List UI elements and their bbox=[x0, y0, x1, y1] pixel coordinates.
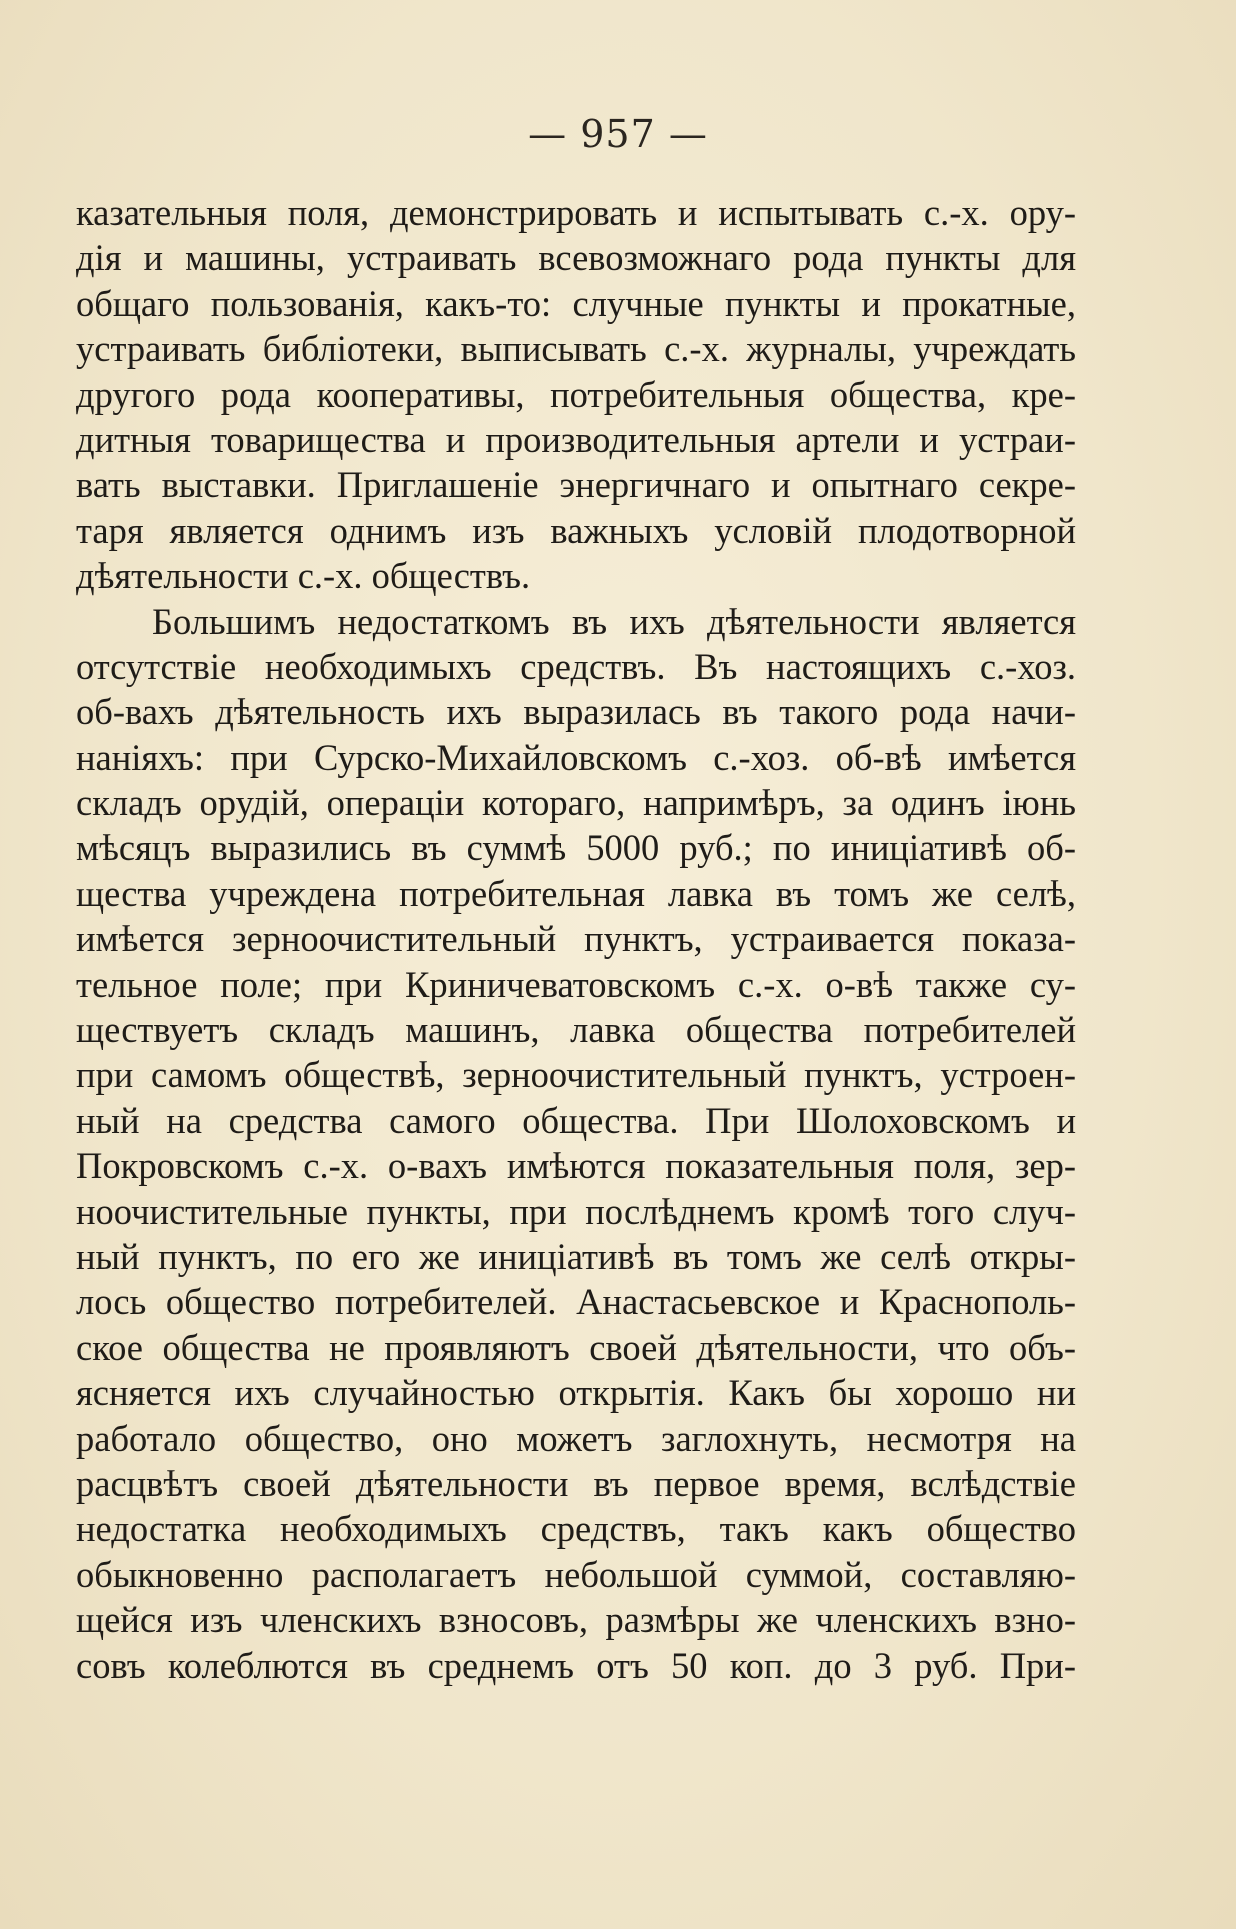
text-line: ноочистительные пункты, при послѣднемъ кромѣ того случ- bbox=[76, 1190, 1076, 1232]
text-line: лось общество потребителей. Анастасьевское и Краснополь- bbox=[76, 1281, 1076, 1323]
body-text bbox=[76, 190, 1076, 1688]
text-line: ясняется ихъ случайностью открытія. Какъ бы хорошо ни bbox=[76, 1372, 1076, 1414]
text-line: устраивать библіотеки, выписывать с.-х. журналы, учреждать bbox=[76, 328, 1076, 370]
text-line: общаго пользованія, какъ-то: случные пункты и прокатные, bbox=[76, 282, 1076, 324]
text-line: ществуетъ складъ машинъ, лавка общества потребителей bbox=[76, 1009, 1076, 1051]
text-line: щества учреждена потребительная лавка въ томъ же селѣ, bbox=[76, 872, 1076, 914]
page-number: — 957 — bbox=[528, 112, 708, 156]
text-line: недостатка необходимыхъ средствъ, такъ какъ общество bbox=[76, 1508, 1076, 1550]
text-line: складъ орудій, операціи котораго, напримѣръ, за одинъ іюнь bbox=[76, 782, 1076, 824]
text-line: ный пунктъ, по его же иниціативѣ въ томъ же селѣ откры- bbox=[76, 1235, 1076, 1277]
text-line: дія и машины, устраивать всевозможнаго рода пункты для bbox=[76, 237, 1076, 279]
text-line: тельное поле; при Криничеватовскомъ с.-х. о-вѣ также су- bbox=[76, 963, 1076, 1005]
text-line: отсутствіе необходимыхъ средствъ. Въ настоящихъ с.-хоз. bbox=[76, 645, 1076, 687]
text-line: дѣятельности с.-х. обществъ. bbox=[76, 555, 531, 597]
text-line: работало общество, оно можетъ заглохнуть, несмотря на bbox=[76, 1417, 1076, 1459]
text-line: расцвѣтъ своей дѣятельности въ первое время, вслѣдствіе bbox=[76, 1462, 1076, 1504]
text-line: об-вахъ дѣятельность ихъ выразилась въ такого рода начи- bbox=[76, 691, 1076, 733]
text-line: казательныя поля, демонстрировать и испытывать с.-х. ору- bbox=[76, 192, 1076, 233]
text-line: Покровскомъ с.-х. о-вахъ имѣются показательныя поля, зер- bbox=[76, 1145, 1076, 1187]
paragraph-2 bbox=[76, 599, 1076, 1688]
text-line: совъ колеблются въ среднемъ отъ 50 коп. до 3 руб. При- bbox=[76, 1644, 1076, 1686]
text-line: дитныя товарищества и производительныя артели и устраи- bbox=[76, 418, 1076, 460]
text-line: мѣсяцъ выразились въ суммѣ 5000 руб.; по иниціативѣ об- bbox=[76, 827, 1076, 869]
text-line: наніяхъ: при Сурско-Михайловскомъ с.-хоз. об-вѣ имѣется bbox=[76, 736, 1076, 778]
text-line: при самомъ обществѣ, зерноочистительный пунктъ, устроен- bbox=[76, 1054, 1076, 1096]
text-line: таря является однимъ изъ важныхъ условій плодотворной bbox=[76, 509, 1076, 551]
text-line: щейся изъ членскихъ взносовъ, размѣры же членскихъ взно- bbox=[76, 1599, 1076, 1641]
paragraph-1 bbox=[76, 190, 1076, 599]
text-line: вать выставки. Приглашеніе энергичнаго и опытнаго секре- bbox=[76, 464, 1076, 506]
text-line: обыкновенно располагаетъ небольшой суммой, составляю- bbox=[76, 1553, 1076, 1595]
text-line: ный на средства самого общества. При Шолоховскомъ и bbox=[76, 1099, 1076, 1141]
text-line: имѣется зерноочистительный пунктъ, устраивается показа- bbox=[76, 918, 1076, 960]
text-line: Большимъ недостаткомъ въ ихъ дѣятельности является bbox=[152, 600, 1076, 642]
text-line: другого рода кооперативы, потребительныя общества, кре- bbox=[76, 373, 1076, 415]
text-line: ское общества не проявляютъ своей дѣятельности, что объ- bbox=[76, 1326, 1076, 1368]
